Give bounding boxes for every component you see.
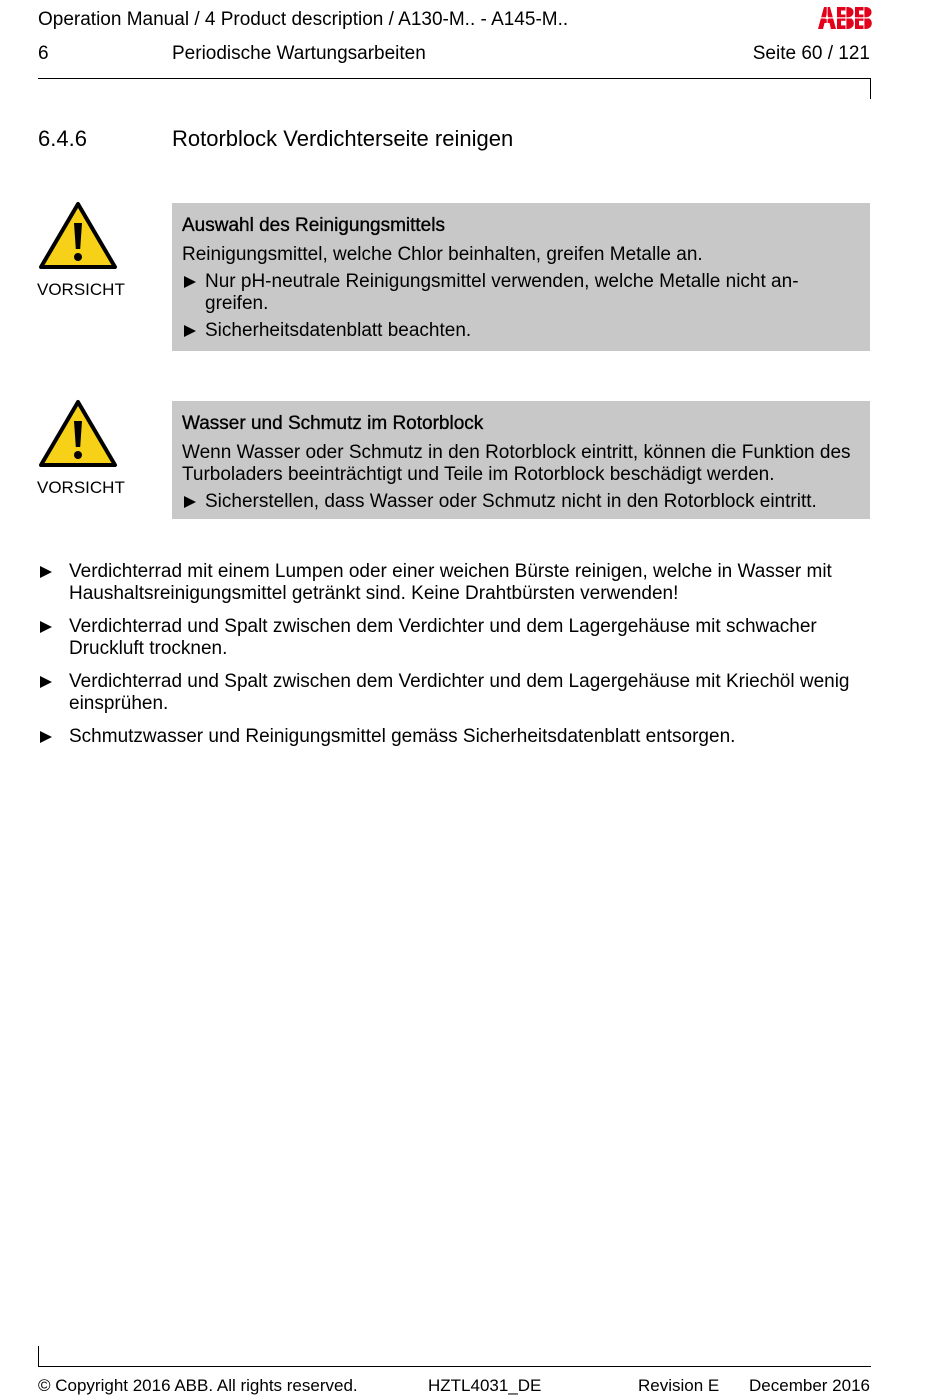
bullet-triangle-icon xyxy=(40,566,52,578)
procedure-step-text: Verdichterrad und Spalt zwischen dem Verdichter und dem Lagergehäuse mit Kriechöl wenig einsprühen. xyxy=(69,671,850,714)
abb-logo xyxy=(818,7,872,29)
notice-action-text: Sicherheitsdatenblatt beachten. xyxy=(205,320,472,341)
warning-triangle-icon xyxy=(38,399,118,469)
notice-text: Wenn Wasser oder Schmutz in den Rotorblock eintritt, können die Funktion des Turboladers beeinträchtigt und Teile im Rotorblock beschädigt werden. xyxy=(182,442,851,485)
notice-text: Reinigungsmittel, welche Chlor beinhalten, greifen Metalle an. xyxy=(182,244,703,265)
header-corner-mark xyxy=(870,78,871,99)
chapter-title: Periodische Wartungsarbeiten xyxy=(172,43,426,64)
procedure-step-text: Verdichterrad und Spalt zwischen dem Verdichter und dem Lagergehäuse mit schwacher Druckluft trocknen. xyxy=(69,616,817,659)
notice-action xyxy=(182,271,860,315)
section-title: Rotorblock Verdichterseite reinigen xyxy=(172,126,514,151)
procedure-step xyxy=(38,671,868,715)
notice-title: Auswahl des Reinigungsmittels xyxy=(182,215,445,236)
bullet-triangle-icon xyxy=(40,731,52,743)
bullet-triangle-icon xyxy=(184,325,196,337)
bullet-triangle-icon xyxy=(40,621,52,633)
procedure-steps xyxy=(38,561,868,759)
notice-title: Wasser und Schmutz im Rotorblock xyxy=(182,413,484,434)
procedure-step-text: Schmutzwasser und Reinigungsmittel gemäss Sicherheitsdatenblatt entsorgen. xyxy=(69,726,736,747)
document-title: Operation Manual / 4 Product description / A130-M.. - A145-M.. xyxy=(38,9,569,30)
header-divider xyxy=(38,78,871,79)
warning-triangle-icon xyxy=(38,201,118,271)
caution-notice xyxy=(172,203,870,351)
footer-doc-id: HZTL4031_DE xyxy=(428,1376,542,1395)
notice-action-text: Sicherstellen, dass Wasser oder Schmutz nicht in den Rotorblock eintritt. xyxy=(205,491,817,512)
procedure-step-text: Verdichterrad mit einem Lumpen oder einer weichen Bürste reinigen, welche in Wasser mit Haushaltsreinigungsmittel getränkt sind. Keine Drahtbürsten verwenden! xyxy=(69,561,832,604)
notice-action xyxy=(182,320,860,342)
footer-copyright: © Copyright 2016 ABB. All rights reserved. xyxy=(38,1376,358,1395)
signal-word: VORSICHT xyxy=(37,280,125,299)
notice-action xyxy=(182,491,860,513)
footer-corner-mark xyxy=(38,1346,39,1366)
caution-notice xyxy=(172,401,870,519)
procedure-step xyxy=(38,616,868,660)
footer-date: December 2016 xyxy=(749,1376,870,1395)
footer-revision: Revision E xyxy=(638,1376,720,1395)
procedure-step xyxy=(38,726,868,748)
section-number: 6.4.6 xyxy=(38,126,87,151)
page-indicator: Seite 60 / 121 xyxy=(752,43,870,64)
chapter-number: 6 xyxy=(38,43,49,64)
signal-word: VORSICHT xyxy=(37,478,125,497)
footer-divider xyxy=(38,1366,871,1367)
bullet-triangle-icon xyxy=(184,496,196,508)
procedure-step xyxy=(38,561,868,605)
bullet-triangle-icon xyxy=(40,676,52,688)
bullet-triangle-icon xyxy=(184,276,196,288)
notice-action-text: Nur pH-neutrale Reinigungsmittel verwenden, welche Metalle nicht an- greifen. xyxy=(205,271,799,314)
